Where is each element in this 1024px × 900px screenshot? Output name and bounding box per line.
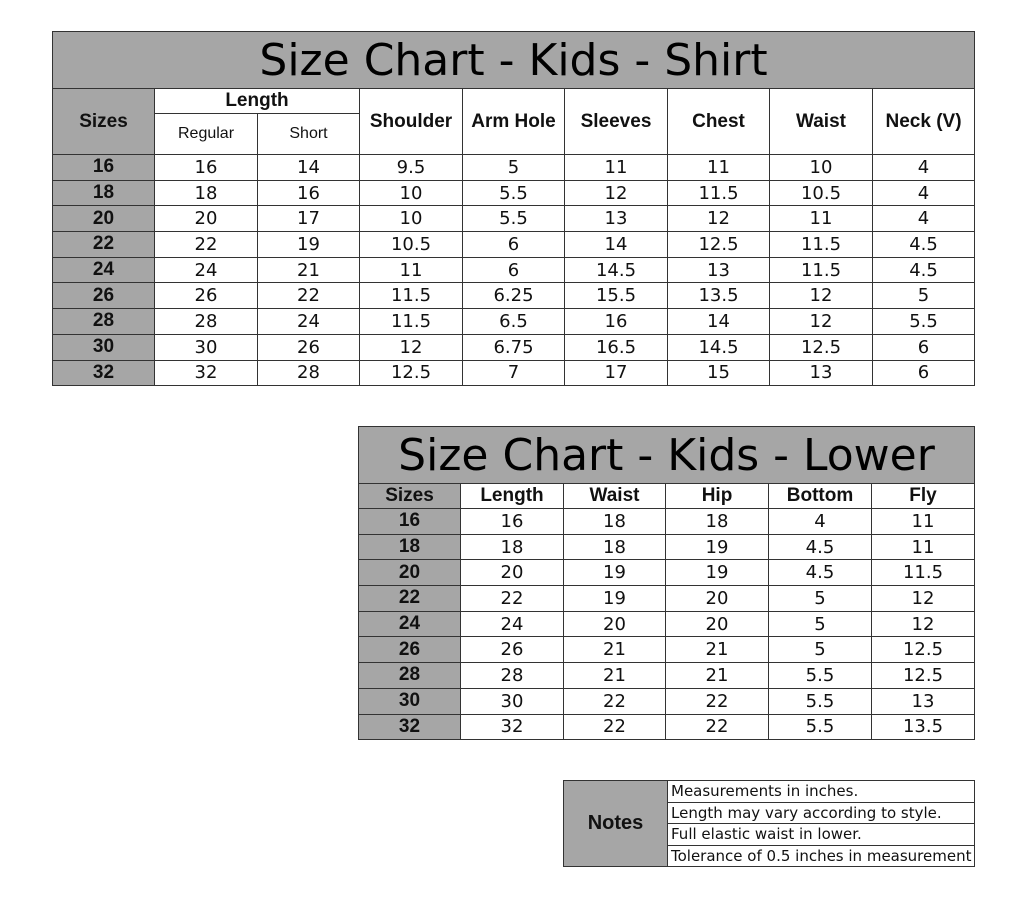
table-row xyxy=(53,257,975,283)
measurement-cell: 15 xyxy=(668,360,770,386)
lower-header-hip: Hip xyxy=(666,484,769,509)
size-label-cell: 24 xyxy=(359,611,461,637)
measurement-cell: 13.5 xyxy=(872,714,975,740)
measurement-cell: 21 xyxy=(564,637,666,663)
measurement-cell: 22 xyxy=(666,714,769,740)
measurement-cell: 22 xyxy=(564,688,666,714)
measurement-cell: 32 xyxy=(155,360,258,386)
measurement-cell: 6.25 xyxy=(463,283,565,309)
header-chest: Chest xyxy=(668,89,770,155)
measurement-cell: 11.5 xyxy=(668,180,770,206)
shirt-table-title: Size Chart - Kids - Shirt xyxy=(53,32,975,89)
measurement-cell: 16 xyxy=(461,509,564,535)
measurement-cell: 11.5 xyxy=(770,232,873,258)
measurement-cell: 21 xyxy=(666,663,769,689)
measurement-cell: 6 xyxy=(463,232,565,258)
size-label-cell: 32 xyxy=(53,360,155,386)
measurement-cell: 11.5 xyxy=(360,309,463,335)
measurement-cell: 13 xyxy=(668,257,770,283)
measurement-cell: 5 xyxy=(769,611,872,637)
measurement-cell: 18 xyxy=(155,180,258,206)
table-row xyxy=(359,586,975,612)
measurement-cell: 4 xyxy=(873,155,975,181)
measurement-cell: 5.5 xyxy=(463,206,565,232)
measurement-cell: 5 xyxy=(769,586,872,612)
measurement-cell: 19 xyxy=(564,560,666,586)
measurement-cell: 16.5 xyxy=(565,334,668,360)
measurement-cell: 5 xyxy=(463,155,565,181)
header-length-regular: Regular xyxy=(155,114,258,155)
measurement-cell: 14 xyxy=(258,155,360,181)
table-row xyxy=(359,714,975,740)
measurement-cell: 12 xyxy=(770,283,873,309)
measurement-cell: 6.5 xyxy=(463,309,565,335)
measurement-cell: 15.5 xyxy=(565,283,668,309)
measurement-cell: 13 xyxy=(770,360,873,386)
notes-label: Notes xyxy=(564,781,668,867)
measurement-cell: 19 xyxy=(564,586,666,612)
note-item: Full elastic waist in lower. xyxy=(668,824,975,846)
measurement-cell: 22 xyxy=(155,232,258,258)
measurement-cell: 21 xyxy=(666,637,769,663)
size-label-cell: 32 xyxy=(359,714,461,740)
lower-table-title: Size Chart - Kids - Lower xyxy=(359,427,975,484)
measurement-cell: 11.5 xyxy=(770,257,873,283)
table-row xyxy=(53,155,975,181)
table-row xyxy=(53,309,975,335)
measurement-cell: 4.5 xyxy=(769,534,872,560)
measurement-cell: 13 xyxy=(872,688,975,714)
measurement-cell: 6.75 xyxy=(463,334,565,360)
size-label-cell: 22 xyxy=(359,586,461,612)
size-label-cell: 26 xyxy=(53,283,155,309)
table-row xyxy=(359,637,975,663)
measurement-cell: 14.5 xyxy=(565,257,668,283)
measurement-cell: 12 xyxy=(668,206,770,232)
measurement-cell: 11 xyxy=(872,509,975,535)
measurement-cell: 12.5 xyxy=(872,637,975,663)
lower-header-sizes: Sizes xyxy=(359,484,461,509)
measurement-cell: 4 xyxy=(873,206,975,232)
measurement-cell: 5.5 xyxy=(769,714,872,740)
measurement-cell: 14 xyxy=(668,309,770,335)
measurement-cell: 26 xyxy=(461,637,564,663)
measurement-cell: 7 xyxy=(463,360,565,386)
shirt-table-body xyxy=(53,155,975,386)
measurement-cell: 28 xyxy=(258,360,360,386)
measurement-cell: 10 xyxy=(360,180,463,206)
measurement-cell: 10 xyxy=(770,155,873,181)
measurement-cell: 22 xyxy=(564,714,666,740)
size-label-cell: 28 xyxy=(359,663,461,689)
lower-header-fly: Fly xyxy=(872,484,975,509)
measurement-cell: 24 xyxy=(155,257,258,283)
note-item: Measurements in inches. xyxy=(668,781,975,803)
header-shoulder: Shoulder xyxy=(360,89,463,155)
measurement-cell: 12 xyxy=(872,586,975,612)
measurement-cell: 28 xyxy=(461,663,564,689)
measurement-cell: 16 xyxy=(258,180,360,206)
lower-header-waist: Waist xyxy=(564,484,666,509)
measurement-cell: 5 xyxy=(769,637,872,663)
size-label-cell: 16 xyxy=(53,155,155,181)
size-label-cell: 16 xyxy=(359,509,461,535)
measurement-cell: 16 xyxy=(155,155,258,181)
table-row xyxy=(53,360,975,386)
measurement-cell: 24 xyxy=(461,611,564,637)
measurement-cell: 5.5 xyxy=(769,688,872,714)
measurement-cell: 9.5 xyxy=(360,155,463,181)
measurement-cell: 30 xyxy=(155,334,258,360)
measurement-cell: 26 xyxy=(155,283,258,309)
header-sleeves: Sleeves xyxy=(565,89,668,155)
table-row xyxy=(53,232,975,258)
measurement-cell: 4 xyxy=(769,509,872,535)
size-label-cell: 22 xyxy=(53,232,155,258)
size-label-cell: 20 xyxy=(53,206,155,232)
measurement-cell: 11 xyxy=(668,155,770,181)
measurement-cell: 12 xyxy=(360,334,463,360)
measurement-cell: 5.5 xyxy=(769,663,872,689)
measurement-cell: 11.5 xyxy=(872,560,975,586)
measurement-cell: 19 xyxy=(666,534,769,560)
measurement-cell: 4.5 xyxy=(769,560,872,586)
measurement-cell: 19 xyxy=(666,560,769,586)
measurement-cell: 12.5 xyxy=(668,232,770,258)
measurement-cell: 22 xyxy=(461,586,564,612)
measurement-cell: 12.5 xyxy=(360,360,463,386)
measurement-cell: 4 xyxy=(873,180,975,206)
table-row xyxy=(359,611,975,637)
measurement-cell: 18 xyxy=(461,534,564,560)
measurement-cell: 16 xyxy=(565,309,668,335)
measurement-cell: 18 xyxy=(564,509,666,535)
measurement-cell: 4.5 xyxy=(873,232,975,258)
header-length: Length xyxy=(155,89,360,114)
measurement-cell: 12 xyxy=(770,309,873,335)
table-row xyxy=(359,688,975,714)
size-label-cell: 30 xyxy=(359,688,461,714)
measurement-cell: 4.5 xyxy=(873,257,975,283)
measurement-cell: 10 xyxy=(360,206,463,232)
measurement-cell: 22 xyxy=(258,283,360,309)
note-item: Tolerance of 0.5 inches in measurement xyxy=(668,845,975,867)
measurement-cell: 22 xyxy=(666,688,769,714)
lower-size-table xyxy=(358,426,975,740)
measurement-cell: 11 xyxy=(770,206,873,232)
header-arm-hole: Arm Hole xyxy=(463,89,565,155)
measurement-cell: 20 xyxy=(564,611,666,637)
header-waist: Waist xyxy=(770,89,873,155)
note-item: Length may vary according to style. xyxy=(668,802,975,824)
measurement-cell: 32 xyxy=(461,714,564,740)
table-row xyxy=(53,334,975,360)
measurement-cell: 28 xyxy=(155,309,258,335)
notes-table xyxy=(563,780,975,867)
measurement-cell: 18 xyxy=(666,509,769,535)
table-row xyxy=(53,180,975,206)
measurement-cell: 11 xyxy=(360,257,463,283)
measurement-cell: 12.5 xyxy=(872,663,975,689)
measurement-cell: 11 xyxy=(565,155,668,181)
size-label-cell: 26 xyxy=(359,637,461,663)
measurement-cell: 6 xyxy=(463,257,565,283)
measurement-cell: 21 xyxy=(258,257,360,283)
measurement-cell: 11 xyxy=(872,534,975,560)
table-row xyxy=(53,283,975,309)
measurement-cell: 18 xyxy=(564,534,666,560)
measurement-cell: 14.5 xyxy=(668,334,770,360)
lower-header-length: Length xyxy=(461,484,564,509)
measurement-cell: 6 xyxy=(873,360,975,386)
measurement-cell: 19 xyxy=(258,232,360,258)
measurement-cell: 6 xyxy=(873,334,975,360)
measurement-cell: 11.5 xyxy=(360,283,463,309)
size-label-cell: 28 xyxy=(53,309,155,335)
header-length-short: Short xyxy=(258,114,360,155)
size-label-cell: 20 xyxy=(359,560,461,586)
measurement-cell: 17 xyxy=(258,206,360,232)
header-sizes: Sizes xyxy=(53,89,155,155)
measurement-cell: 5.5 xyxy=(463,180,565,206)
measurement-cell: 13 xyxy=(565,206,668,232)
lower-header-bottom: Bottom xyxy=(769,484,872,509)
shirt-size-table xyxy=(52,31,975,386)
lower-table-body xyxy=(359,509,975,740)
table-row xyxy=(359,560,975,586)
measurement-cell: 20 xyxy=(155,206,258,232)
measurement-cell: 30 xyxy=(461,688,564,714)
size-label-cell: 18 xyxy=(359,534,461,560)
measurement-cell: 26 xyxy=(258,334,360,360)
measurement-cell: 10.5 xyxy=(770,180,873,206)
measurement-cell: 20 xyxy=(461,560,564,586)
table-row xyxy=(359,509,975,535)
table-row xyxy=(359,663,975,689)
measurement-cell: 5.5 xyxy=(873,309,975,335)
measurement-cell: 12 xyxy=(872,611,975,637)
size-label-cell: 24 xyxy=(53,257,155,283)
measurement-cell: 13.5 xyxy=(668,283,770,309)
measurement-cell: 12.5 xyxy=(770,334,873,360)
measurement-cell: 20 xyxy=(666,611,769,637)
header-neck: Neck (V) xyxy=(873,89,975,155)
measurement-cell: 24 xyxy=(258,309,360,335)
table-row xyxy=(53,206,975,232)
measurement-cell: 5 xyxy=(873,283,975,309)
size-label-cell: 18 xyxy=(53,180,155,206)
measurement-cell: 20 xyxy=(666,586,769,612)
measurement-cell: 21 xyxy=(564,663,666,689)
measurement-cell: 10.5 xyxy=(360,232,463,258)
measurement-cell: 12 xyxy=(565,180,668,206)
table-row xyxy=(359,534,975,560)
measurement-cell: 14 xyxy=(565,232,668,258)
size-label-cell: 30 xyxy=(53,334,155,360)
measurement-cell: 17 xyxy=(565,360,668,386)
